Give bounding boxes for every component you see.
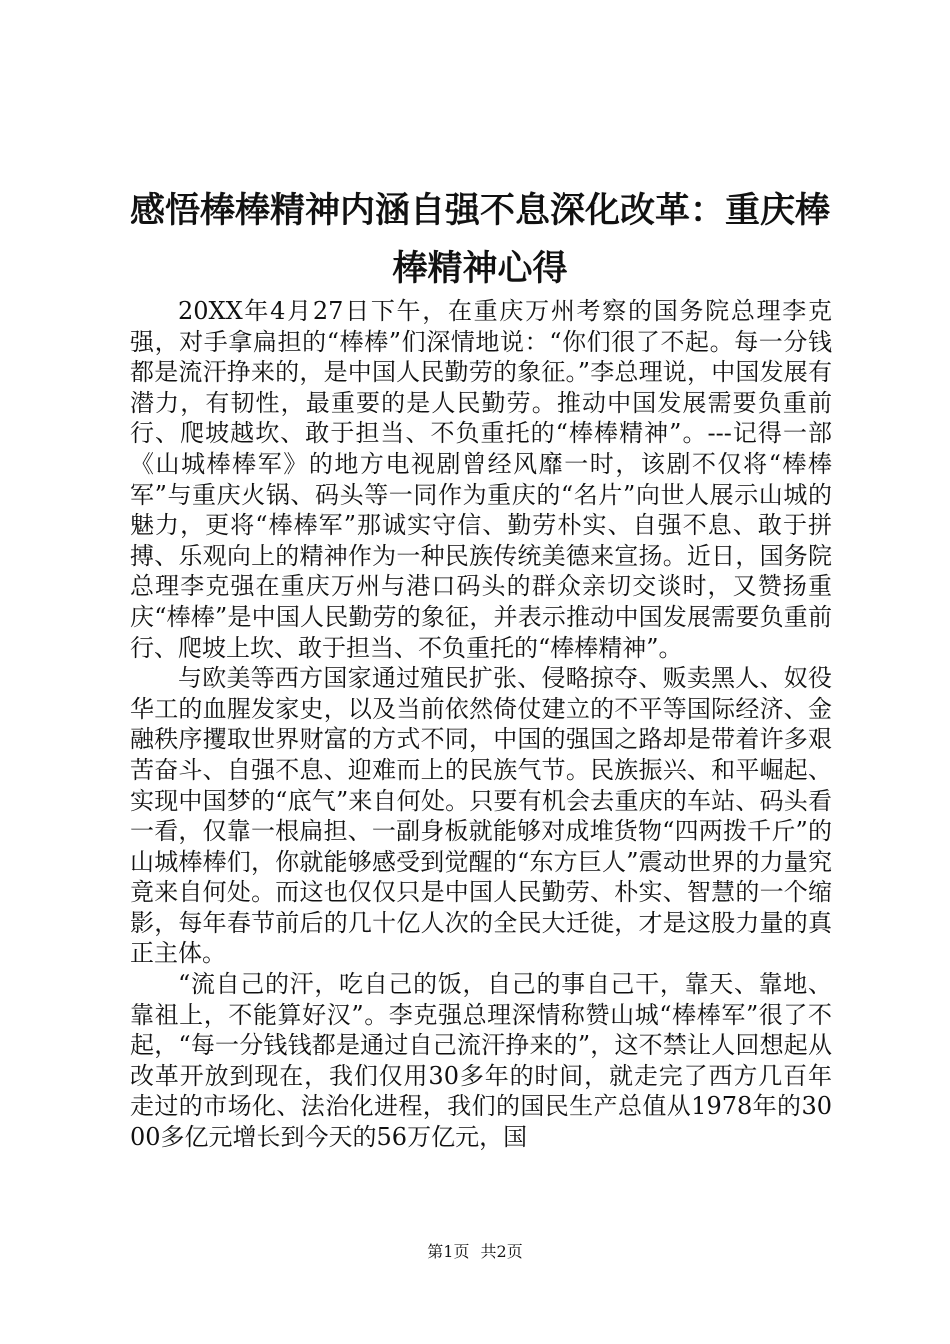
paragraph: 20XX年4月27日下午，在重庆万州考察的国务院总理李克强，对手拿扁担的“棒棒”们深情地说：“你们很了不起。每一分钱都是流汗挣来的，是中国人民勤劳的象征。”李总理说，中国发展有潜力，有韧性，最重要的是人民勤劳。推动中国发展需要负重前行、爬坡越坎、敢于担当、不负重托的“棒棒精神”。---记得一部《山城棒棒军》的地方电视剧曾经风靡一时，该剧不仅将“棒棒军”与重庆火锅、码头等一同作为重庆的“名片”向世人展示山城的魅力，更将“棒棒军”那诚实守信、勤劳朴实、自强不息、敢于拼搏、乐观向上的精神作为一种民族传统美德来宣扬。近日，国务院总理李克强在重庆万州与港口码头的群众亲切交谈时，又赞扬重庆“棒棒”是中国人民勤劳的象征，并表示推动中国发展需要负重前行、爬坡上坎、敢于担当、不负重托的“棒棒精神”。 — [130, 297, 832, 662]
paragraph: “流自己的汗，吃自己的饭，自己的事自己干，靠天、靠地、靠祖上，不能算好汉”。李克强总理深情称赞山城“棒棒军”很了不起，“每一分钱钱都是通过自己流汗挣来的”，这不禁让人回想起从改革开放到现在，我们仅用30多年的时间，就走完了西方几百年走过的市场化、法治化进程，我们的国民生产总值从1978年的3000多亿元增长到今天的56万亿元，国 — [130, 970, 832, 1152]
paragraph: 与欧美等西方国家通过殖民扩张、侵略掠夺、贩卖黑人、奴役华工的血腥发家史，以及当前依然倚仗建立的不平等国际经济、金融秩序攫取世界财富的方式不同，中国的强国之路却是带着许多艰苦奋斗、自强不息、迎难而上的民族气节。民族振兴、和平崛起、实现中国梦的“底气”来自何处。只要有机会去重庆的车站、码头看一看，仅靠一根扁担、一副身板就能够对成堆货物“四两拨千斤”的山城棒棒们，你就能够感受到觉醒的“东方巨人”震动世界的力量究竟来自何处。而这也仅仅只是中国人民勤劳、朴实、智慧的一个缩影，每年春节前后的几十亿人次的全民大迁徙，才是这股力量的真正主体。 — [130, 664, 832, 968]
page-total: 共2页 — [480, 1242, 523, 1261]
document-body — [130, 296, 832, 1153]
page-footer — [0, 1242, 950, 1262]
page-number: 第1页 — [427, 1242, 470, 1261]
document-title: 感悟棒棒精神内涵自强不息深化改革：重庆棒棒精神心得 — [129, 191, 830, 289]
